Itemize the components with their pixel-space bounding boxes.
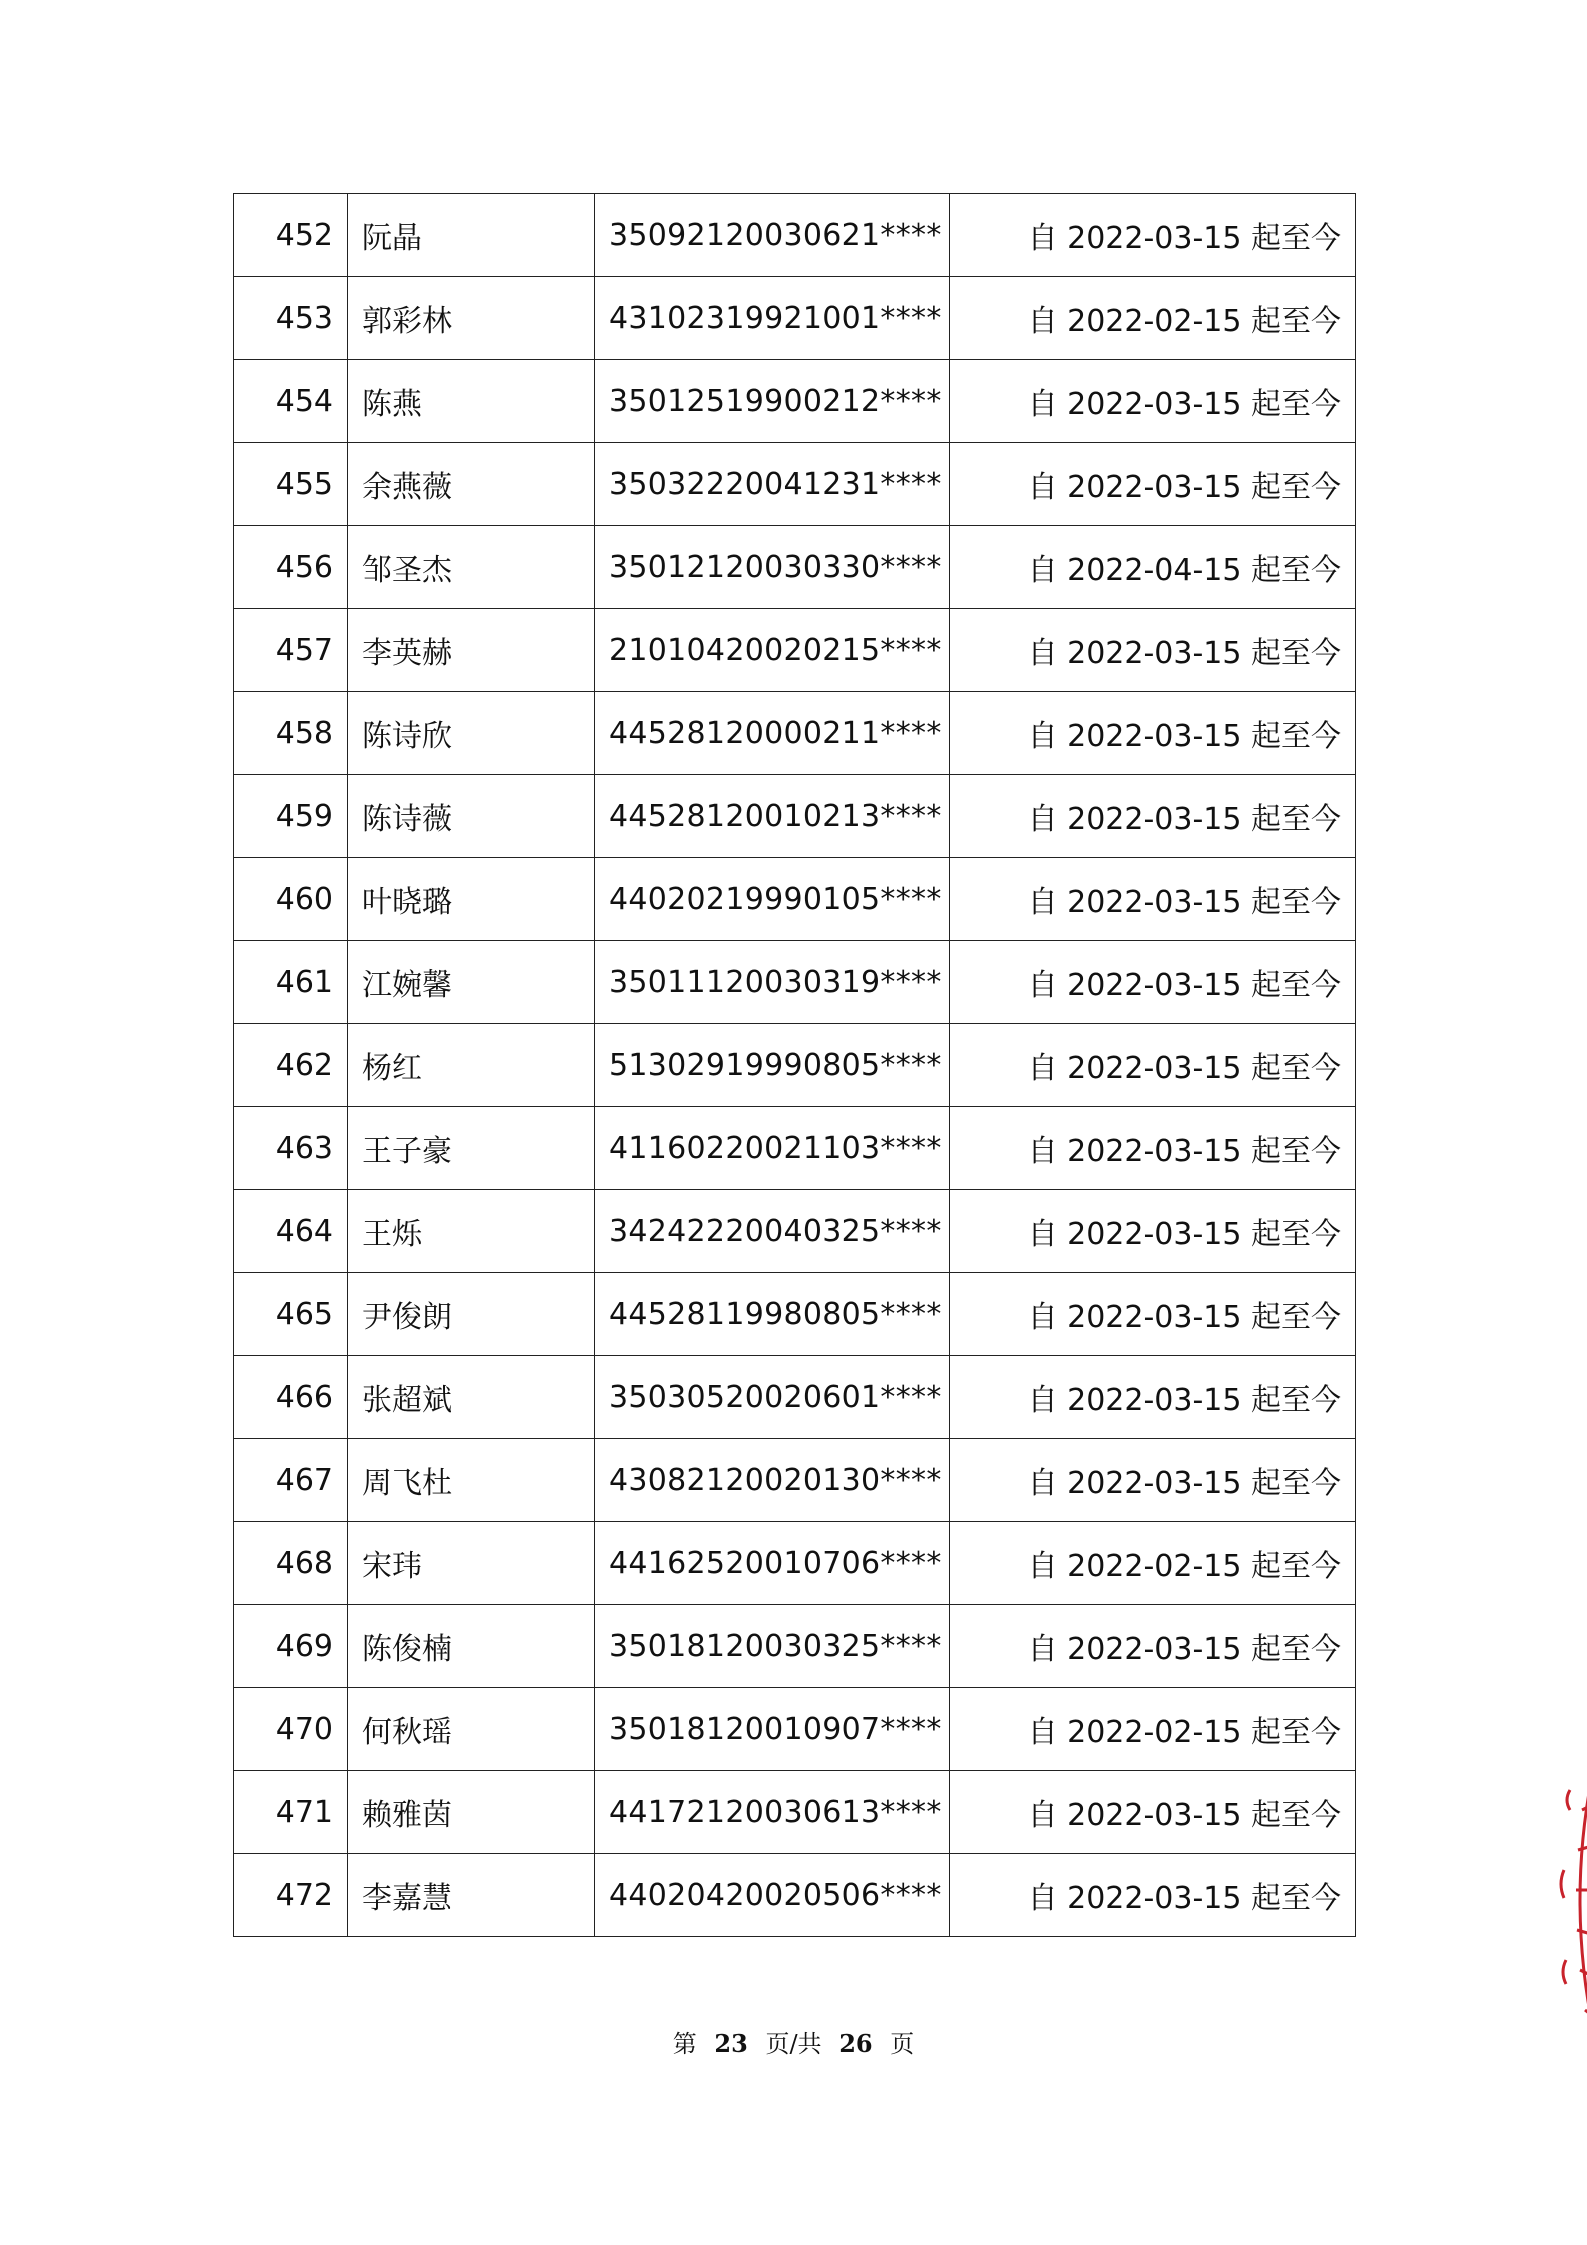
period-cell: 自 2022-03-15 起至今: [950, 609, 1356, 692]
id-number-cell: 35018120030325****: [595, 1605, 950, 1688]
id-number-cell: 41160220021103****: [595, 1107, 950, 1190]
period-cell: 自 2022-03-15 起至今: [950, 692, 1356, 775]
id-number-cell: 44020219990105****: [595, 858, 950, 941]
row-number-cell: 458: [234, 692, 348, 775]
roster-table: [233, 193, 1356, 1937]
footer-total-pages: 26: [839, 2029, 873, 2058]
period-cell: 自 2022-03-15 起至今: [950, 1771, 1356, 1854]
row-number-cell: 468: [234, 1522, 348, 1605]
id-number-cell: 35030520020601****: [595, 1356, 950, 1439]
id-number-cell: 44528120010213****: [595, 775, 950, 858]
table-row: [234, 1439, 1356, 1522]
table-row: [234, 277, 1356, 360]
table-row: [234, 941, 1356, 1024]
table-row: [234, 1024, 1356, 1107]
period-cell: 自 2022-03-15 起至今: [950, 1273, 1356, 1356]
period-cell: 自 2022-03-15 起至今: [950, 941, 1356, 1024]
id-number-cell: 35018120010907****: [595, 1688, 950, 1771]
name-cell: 周飞杜: [348, 1439, 595, 1522]
footer-current-page: 23: [714, 2029, 748, 2058]
name-cell: 邹圣杰: [348, 526, 595, 609]
period-cell: 自 2022-03-15 起至今: [950, 1605, 1356, 1688]
name-cell: 李嘉慧: [348, 1854, 595, 1937]
row-number-cell: 459: [234, 775, 348, 858]
row-number-cell: 452: [234, 194, 348, 277]
table-row: [234, 692, 1356, 775]
period-cell: 自 2022-03-15 起至今: [950, 1439, 1356, 1522]
name-cell: 叶晓璐: [348, 858, 595, 941]
table-row: [234, 1190, 1356, 1273]
period-cell: 自 2022-03-15 起至今: [950, 1356, 1356, 1439]
period-cell: 自 2022-03-15 起至今: [950, 1024, 1356, 1107]
table-row: [234, 1854, 1356, 1937]
name-cell: 王子豪: [348, 1107, 595, 1190]
row-number-cell: 465: [234, 1273, 348, 1356]
id-number-cell: 44528120000211****: [595, 692, 950, 775]
row-number-cell: 462: [234, 1024, 348, 1107]
id-number-cell: 35032220041231****: [595, 443, 950, 526]
id-number-cell: 43082120020130****: [595, 1439, 950, 1522]
name-cell: 陈俊楠: [348, 1605, 595, 1688]
footer-suffix: 页: [890, 2030, 915, 2058]
id-number-cell: 21010420020215****: [595, 609, 950, 692]
roster-table-body: [234, 194, 1356, 1937]
period-cell: 自 2022-02-15 起至今: [950, 1522, 1356, 1605]
id-number-cell: 35012120030330****: [595, 526, 950, 609]
id-number-cell: 44020420020506****: [595, 1854, 950, 1937]
name-cell: 赖雅茵: [348, 1771, 595, 1854]
table-row: [234, 526, 1356, 609]
table-row: [234, 1273, 1356, 1356]
table-row: [234, 1605, 1356, 1688]
table-row: [234, 775, 1356, 858]
name-cell: 尹俊朗: [348, 1273, 595, 1356]
name-cell: 张超斌: [348, 1356, 595, 1439]
name-cell: 江婉馨: [348, 941, 595, 1024]
id-number-cell: 51302919990805****: [595, 1024, 950, 1107]
id-number-cell: 43102319921001****: [595, 277, 950, 360]
name-cell: 杨红: [348, 1024, 595, 1107]
row-number-cell: 469: [234, 1605, 348, 1688]
name-cell: 李英赫: [348, 609, 595, 692]
row-number-cell: 455: [234, 443, 348, 526]
table-row: [234, 858, 1356, 941]
period-cell: 自 2022-03-15 起至今: [950, 443, 1356, 526]
row-number-cell: 467: [234, 1439, 348, 1522]
id-number-cell: 35012519900212****: [595, 360, 950, 443]
period-cell: 自 2022-03-15 起至今: [950, 858, 1356, 941]
table-row: [234, 194, 1356, 277]
row-number-cell: 453: [234, 277, 348, 360]
row-number-cell: 456: [234, 526, 348, 609]
period-cell: 自 2022-02-15 起至今: [950, 1688, 1356, 1771]
id-number-cell: 44172120030613****: [595, 1771, 950, 1854]
row-number-cell: 471: [234, 1771, 348, 1854]
footer-middle: 页/共: [765, 2030, 822, 2058]
row-number-cell: 464: [234, 1190, 348, 1273]
period-cell: 自 2022-03-15 起至今: [950, 360, 1356, 443]
row-number-cell: 466: [234, 1356, 348, 1439]
period-cell: 自 2022-03-15 起至今: [950, 775, 1356, 858]
name-cell: 陈燕: [348, 360, 595, 443]
row-number-cell: 472: [234, 1854, 348, 1937]
table-row: [234, 1107, 1356, 1190]
name-cell: 王烁: [348, 1190, 595, 1273]
row-number-cell: 460: [234, 858, 348, 941]
name-cell: 宋玮: [348, 1522, 595, 1605]
page-footer: [0, 2024, 1587, 2059]
period-cell: 自 2022-03-15 起至今: [950, 1107, 1356, 1190]
period-cell: 自 2022-03-15 起至今: [950, 194, 1356, 277]
row-number-cell: 454: [234, 360, 348, 443]
row-number-cell: 470: [234, 1688, 348, 1771]
name-cell: 阮晶: [348, 194, 595, 277]
id-number-cell: 34242220040325****: [595, 1190, 950, 1273]
official-seal-icon: [1540, 1730, 1587, 2070]
table-row: [234, 360, 1356, 443]
row-number-cell: 461: [234, 941, 348, 1024]
period-cell: 自 2022-02-15 起至今: [950, 277, 1356, 360]
table-row: [234, 443, 1356, 526]
period-cell: 自 2022-03-15 起至今: [950, 1854, 1356, 1937]
name-cell: 何秋瑶: [348, 1688, 595, 1771]
name-cell: 陈诗薇: [348, 775, 595, 858]
id-number-cell: 44528119980805****: [595, 1273, 950, 1356]
table-row: [234, 609, 1356, 692]
id-number-cell: 44162520010706****: [595, 1522, 950, 1605]
table-row: [234, 1688, 1356, 1771]
footer-prefix: 第: [672, 2030, 697, 2058]
id-number-cell: 35092120030621****: [595, 194, 950, 277]
table-row: [234, 1522, 1356, 1605]
table-row: [234, 1356, 1356, 1439]
name-cell: 余燕薇: [348, 443, 595, 526]
name-cell: 陈诗欣: [348, 692, 595, 775]
period-cell: 自 2022-03-15 起至今: [950, 1190, 1356, 1273]
name-cell: 郭彩林: [348, 277, 595, 360]
row-number-cell: 457: [234, 609, 348, 692]
row-number-cell: 463: [234, 1107, 348, 1190]
id-number-cell: 35011120030319****: [595, 941, 950, 1024]
period-cell: 自 2022-04-15 起至今: [950, 526, 1356, 609]
table-row: [234, 1771, 1356, 1854]
